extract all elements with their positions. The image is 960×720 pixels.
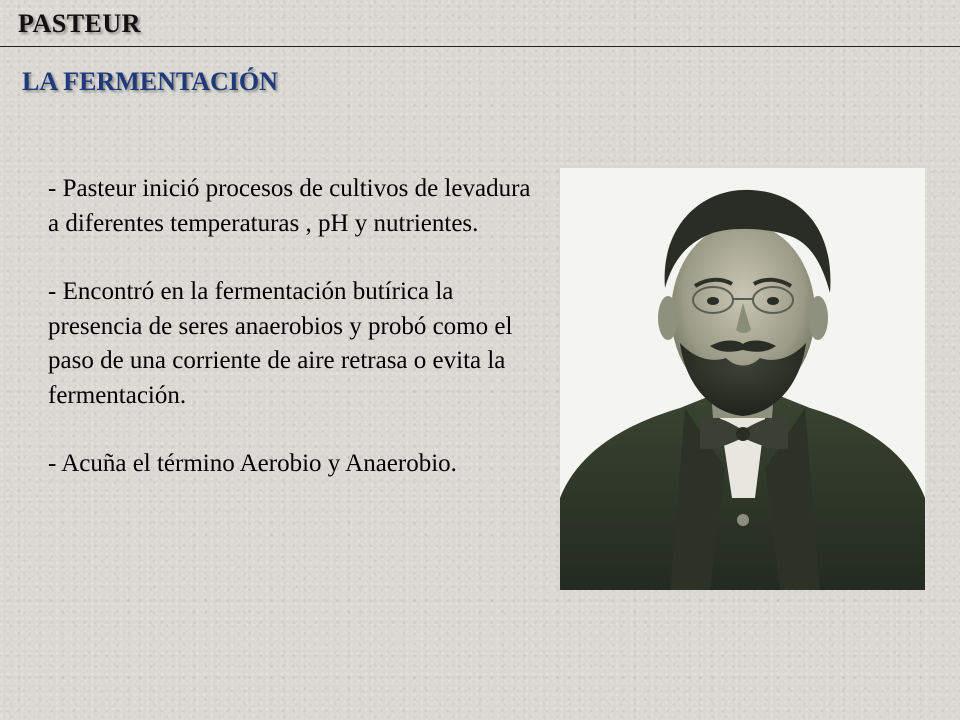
paragraph-aerobio: - Acuña el término Aerobio y Anaerobio. — [48, 450, 457, 477]
portrait-photo — [560, 168, 925, 590]
slide-header: PASTEUR — [18, 9, 141, 38]
slide-subtitle: LA FERMENTACIÓN — [22, 67, 278, 96]
header-divider — [0, 46, 960, 47]
paragraph-fermentacion: - Encontró en la fermentación butírica la presencia de seres anaerobios y probó como el paso de una corriente de aire retrasa o evita la fermentación. — [48, 278, 513, 409]
paragraph-cultivos: - Pasteur inició procesos de cultivos de levadura a diferentes temperaturas , pH y nutrientes. — [48, 175, 531, 237]
body-text — [48, 172, 543, 516]
portrait-photo-icon — [560, 168, 925, 590]
